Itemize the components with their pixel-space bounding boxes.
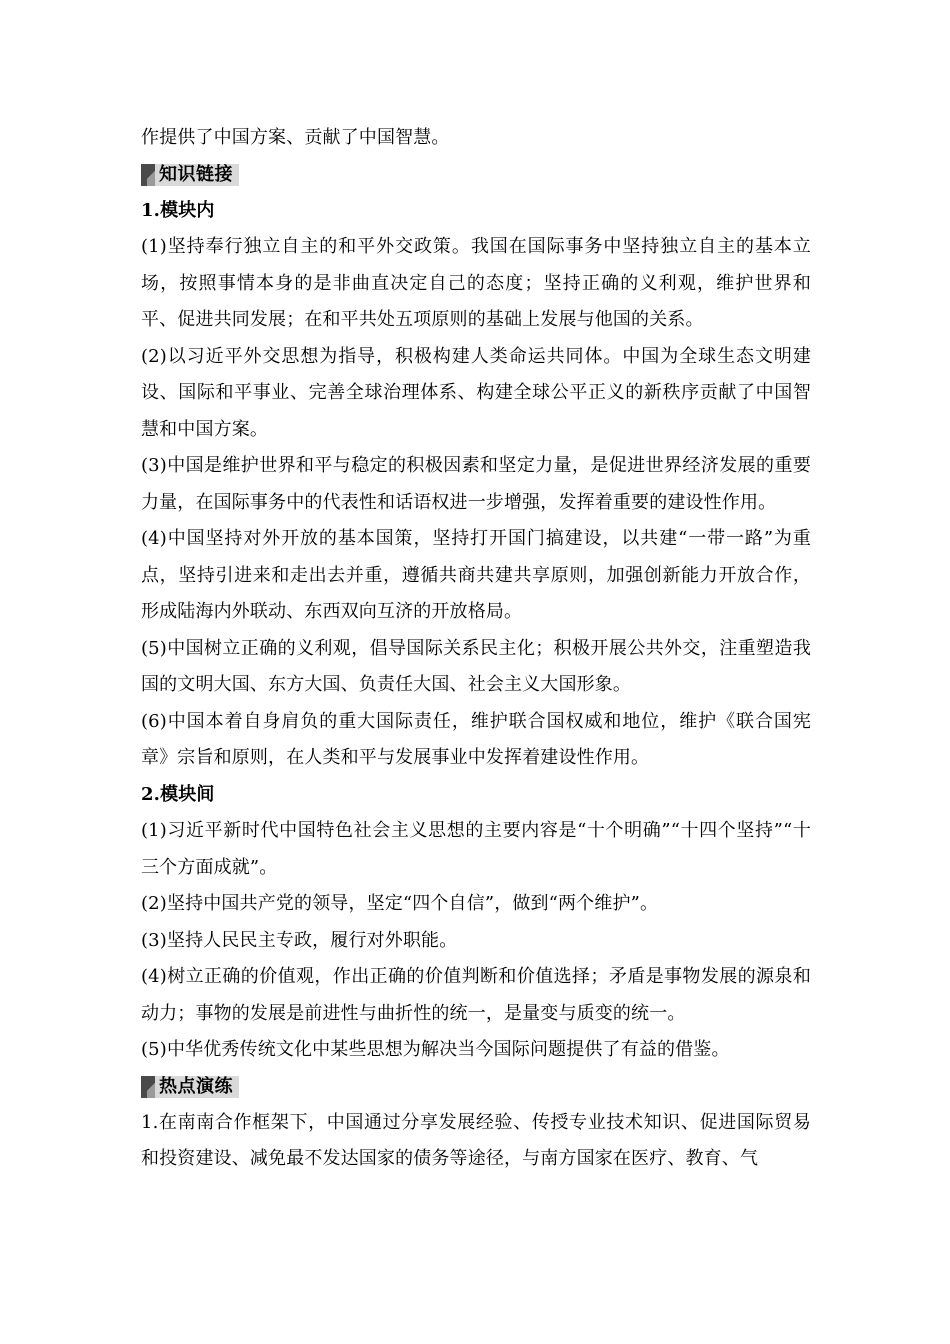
knowledge-item-3: (3)中国是维护世界和平与稳定的积极因素和坚定力量，是促进世界经济发展的重要力量，在国际事务中的代表性和话语权进一步增强，发挥着重要的建设性作用。 [141,455,811,513]
section-header-knowledge [141,157,811,193]
cross-module-item-1: (1)习近平新时代中国特色社会主义思想的主要内容是“十个明确”“十四个坚持”“十三个方面成就”。 [141,820,811,878]
knowledge-item-4: (4)中国坚持对外开放的基本国策，坚持打开国门搞建设，以共建“一带一路”为重点，坚持引进来和走出去并重，遵循共商共建共享原则，加强创新能力开放合作，形成陆海内外联动、东西双向互济的开放格局。 [141,528,811,622]
knowledge-item-5: (5)中国树立正确的义利观，倡导国际关系民主化；积极开展公共外交，注重塑造我国的文明大国、东方大国、负责任大国、社会主义大国形象。 [141,637,811,695]
section-marker-icon [141,164,155,186]
document-content [141,120,811,1178]
cross-module-item-3: (3)坚持人民民主专政，履行对外职能。 [141,929,458,951]
section-header-practice [141,1069,811,1105]
cross-module-item-5: (5)中华优秀传统文化中某些思想为解决当今国际问题提供了有益的借鉴。 [141,1039,730,1060]
group-heading-within-module: 1.模块内 [141,199,215,221]
section-title-knowledge: 知识链接 [155,164,239,186]
knowledge-item-6: (6)中国本着自身肩负的重大国际责任，维护联合国权威和地位，维护《联合国宪章》宗旨和原则，在人类和平与发展事业中发挥着建设性作用。 [141,710,811,768]
practice-question-1: 1.在南南合作框架下，中国通过分享发展经验、传授专业技术知识、促进国际贸易和投资建设、减免最不发达国家的债务等途径，与南方国家在医疗、教育、气 [141,1111,811,1169]
knowledge-item-2: (2)以习近平外交思想为指导，积极构建人类命运共同体。中国为全球生态文明建设、国际和平事业、完善全球治理体系、构建全球公平正义的新秩序贡献了中国智慧和中国方案。 [141,345,811,440]
cross-module-item-4: (4)树立正确的价值观，作出正确的价值判断和价值选择；矛盾是事物发展的源泉和动力；事物的发展是前进性与曲折性的统一，是量变与质变的统一。 [141,966,811,1024]
cross-module-item-2: (2)坚持中国共产党的领导，坚定“四个自信”，做到“两个维护”。 [141,893,659,914]
section-title-practice: 热点演练 [155,1076,239,1098]
knowledge-item-1: (1)坚持奉行独立自主的和平外交政策。我国在国际事务中坚持独立自主的基本立场，按照事情本身的是非曲直决定自己的态度；坚持正确的义利观，维护世界和平、促进共同发展；在和平共处五项原则的基础上发展与他国的关系。 [141,236,811,330]
group-heading-between-modules: 2.模块间 [141,783,215,805]
section-marker-icon [141,1076,155,1098]
intro-tail-paragraph: 作提供了中国方案、贡献了中国智慧。 [141,127,450,148]
